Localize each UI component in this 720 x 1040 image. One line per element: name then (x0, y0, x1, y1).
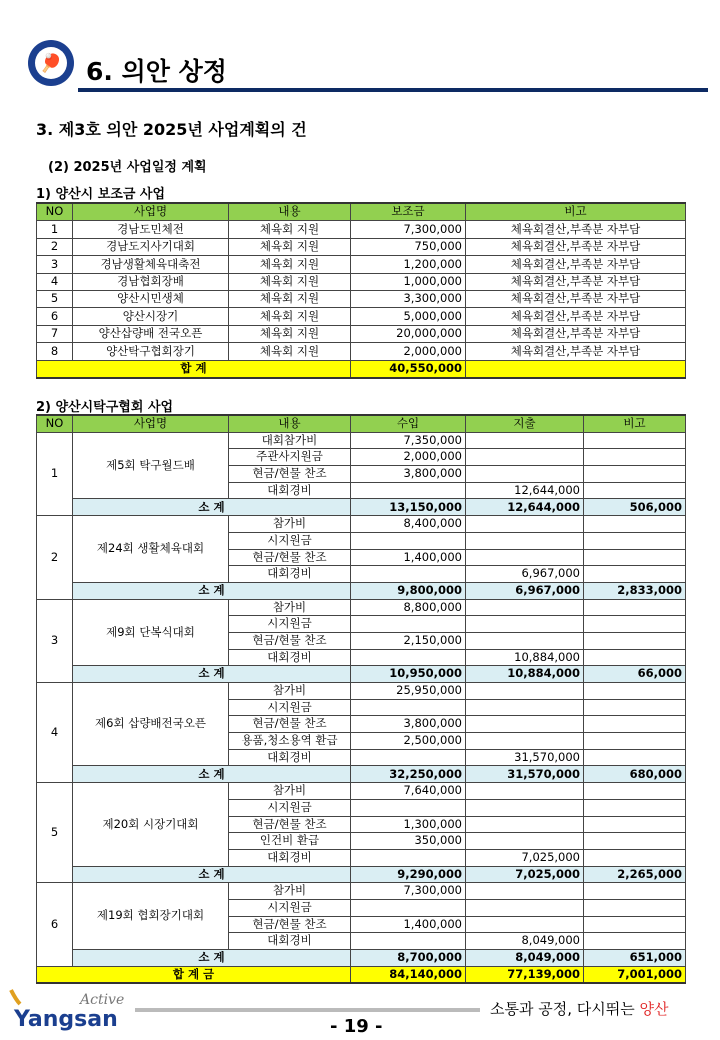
item-label: 대회경비 (229, 649, 351, 666)
table-cell: 체육회결산,부족분 자부담 (466, 290, 686, 307)
footer-divider (135, 1008, 480, 1012)
note-cell (584, 833, 686, 850)
table-cell: 5 (37, 290, 73, 307)
note-cell (584, 783, 686, 800)
table-cell: 경남도지사기대회 (73, 238, 229, 255)
expense-value (466, 599, 584, 616)
income-value (351, 482, 466, 499)
table-cell: 1,000,000 (351, 273, 466, 290)
subtotal-value: 32,250,000 (351, 766, 466, 783)
section-title: 3. 제3호 의안 2025년 사업계획의 건 (36, 120, 307, 139)
expense-value: 6,967,000 (466, 566, 584, 583)
income-value: 1,300,000 (351, 816, 466, 833)
note-cell (584, 699, 686, 716)
table-row (37, 883, 686, 900)
project-name: 제24회 생활체육대회 (73, 516, 229, 583)
table-cell: 양산탁구협회장기 (73, 343, 229, 360)
table-cell: 양산시민생체 (73, 290, 229, 307)
item-label: 시지원금 (229, 699, 351, 716)
table-tennis-player-icon: 🏓 (35, 47, 67, 79)
table-cell: 체육회결산,부족분 자부담 (466, 325, 686, 342)
subtotal-label: 소 계 (73, 950, 351, 967)
income-value: 8,800,000 (351, 599, 466, 616)
item-label: 현금/현물 찬조 (229, 716, 351, 733)
expense-value (466, 833, 584, 850)
table-cell: 5,000,000 (351, 308, 466, 325)
association-logo (28, 40, 74, 86)
item-label: 주관사지원금 (229, 449, 351, 466)
table-row (37, 325, 686, 342)
item-label: 현금/현물 찬조 (229, 549, 351, 566)
table-cell: 체육회 지원 (229, 325, 351, 342)
total-label: 합 계 (37, 360, 351, 378)
subtotal-value: 651,000 (584, 950, 686, 967)
subtotal-row (37, 866, 686, 883)
subsidy-table (36, 202, 686, 379)
expense-value (466, 783, 584, 800)
column-header: 사업명 (73, 415, 229, 432)
active-yangsan-logo (8, 986, 138, 1036)
expense-value (466, 883, 584, 900)
income-value (351, 899, 466, 916)
table-cell: 경남협회장배 (73, 273, 229, 290)
income-value: 2,150,000 (351, 632, 466, 649)
grand-total-label: 합 계 금 (37, 966, 351, 983)
expense-value (466, 532, 584, 549)
row-number: 3 (37, 599, 73, 682)
subtotal-value: 8,700,000 (351, 950, 466, 967)
empty-cell (466, 360, 686, 378)
grand-total-value: 77,139,000 (466, 966, 584, 983)
table-cell: 경남생활체육대축전 (73, 256, 229, 273)
note-cell (584, 649, 686, 666)
expense-value: 8,049,000 (466, 933, 584, 950)
note-cell (584, 549, 686, 566)
total-value: 40,550,000 (351, 360, 466, 378)
item-label: 현금/현물 찬조 (229, 816, 351, 833)
project-name: 제6회 삽량배전국오픈 (73, 683, 229, 766)
table-cell: 체육회 지원 (229, 343, 351, 360)
income-value: 2,000,000 (351, 449, 466, 466)
note-cell (584, 516, 686, 533)
table-cell: 750,000 (351, 238, 466, 255)
income-value: 1,400,000 (351, 916, 466, 933)
expense-value (466, 516, 584, 533)
column-header: 수입 (351, 415, 466, 432)
subtotal-label: 소 계 (73, 499, 351, 516)
subtotal-value: 8,049,000 (466, 950, 584, 967)
table-cell: 체육회결산,부족분 자부담 (466, 221, 686, 238)
column-header: 비고 (584, 415, 686, 432)
item-label: 참가비 (229, 683, 351, 700)
brand-top-text: Active (80, 992, 125, 1008)
item-label: 대회참가비 (229, 432, 351, 449)
title-divider (78, 88, 708, 92)
table-cell: 7,300,000 (351, 221, 466, 238)
expense-value (466, 899, 584, 916)
grand-total-value: 84,140,000 (351, 966, 466, 983)
expense-value (466, 816, 584, 833)
subtotal-label: 소 계 (73, 766, 351, 783)
expense-value (466, 549, 584, 566)
note-cell (584, 733, 686, 750)
note-cell (584, 749, 686, 766)
income-value (351, 566, 466, 583)
subtotal-value: 2,265,000 (584, 866, 686, 883)
income-value (351, 933, 466, 950)
item-label: 시지원금 (229, 532, 351, 549)
expense-value (466, 683, 584, 700)
table-row (37, 238, 686, 255)
page-title: 6. 의안 상정 (86, 57, 227, 86)
project-name: 제5회 탁구월드배 (73, 432, 229, 499)
subtotal-label: 소 계 (73, 866, 351, 883)
note-cell (584, 899, 686, 916)
subtotal-value: 10,884,000 (466, 666, 584, 683)
table-cell: 체육회 지원 (229, 238, 351, 255)
table-cell: 8 (37, 343, 73, 360)
table-row (37, 432, 686, 449)
note-cell (584, 849, 686, 866)
table-cell: 양산삽량배 전국오픈 (73, 325, 229, 342)
table-row (37, 343, 686, 360)
table-cell: 체육회 지원 (229, 308, 351, 325)
item-label: 참가비 (229, 783, 351, 800)
note-cell (584, 683, 686, 700)
table-row (37, 783, 686, 800)
table-row (37, 683, 686, 700)
table-cell: 체육회 지원 (229, 256, 351, 273)
table-cell: 4 (37, 273, 73, 290)
table-row (37, 221, 686, 238)
subtotal-value: 31,570,000 (466, 766, 584, 783)
column-header: 사업명 (73, 203, 229, 221)
item-label: 대회경비 (229, 566, 351, 583)
item-label: 용품,청소용역 환급 (229, 733, 351, 750)
table-cell: 경남도민체전 (73, 221, 229, 238)
expense-value (466, 432, 584, 449)
expense-value (466, 632, 584, 649)
item-label: 참가비 (229, 883, 351, 900)
table-cell: 2 (37, 238, 73, 255)
subsection-title: (2) 2025년 사업일정 계획 (48, 160, 207, 175)
item-label: 대회경비 (229, 933, 351, 950)
grand-total-row (37, 966, 686, 983)
item-label: 시지원금 (229, 899, 351, 916)
subtotal-value: 13,150,000 (351, 499, 466, 516)
table-cell: 체육회결산,부족분 자부담 (466, 238, 686, 255)
note-cell (584, 933, 686, 950)
income-value (351, 649, 466, 666)
header-row (37, 203, 686, 221)
table2-title: 2) 양산시탁구협회 사업 (36, 400, 174, 415)
income-value (351, 749, 466, 766)
expense-value: 12,644,000 (466, 482, 584, 499)
income-value: 8,400,000 (351, 516, 466, 533)
column-header: NO (37, 415, 73, 432)
project-name: 제20회 시장기대회 (73, 783, 229, 866)
note-cell (584, 716, 686, 733)
item-label: 참가비 (229, 516, 351, 533)
expense-value (466, 916, 584, 933)
note-cell (584, 616, 686, 633)
table-row (37, 516, 686, 533)
subtotal-value: 6,967,000 (466, 582, 584, 599)
subtotal-label: 소 계 (73, 666, 351, 683)
note-cell (584, 816, 686, 833)
table-cell: 체육회결산,부족분 자부담 (466, 273, 686, 290)
association-projects-table (36, 414, 686, 984)
note-cell (584, 449, 686, 466)
expense-value (466, 716, 584, 733)
income-value (351, 699, 466, 716)
note-cell (584, 632, 686, 649)
income-value: 2,500,000 (351, 733, 466, 750)
table-cell: 체육회결산,부족분 자부담 (466, 256, 686, 273)
row-number: 1 (37, 432, 73, 515)
note-cell (584, 799, 686, 816)
project-name: 제19회 협회장기대회 (73, 883, 229, 950)
table-cell: 1,200,000 (351, 256, 466, 273)
total-row (37, 360, 686, 378)
subtotal-value: 680,000 (584, 766, 686, 783)
table-cell: 양산시장기 (73, 308, 229, 325)
table-cell: 체육회결산,부족분 자부담 (466, 308, 686, 325)
income-value: 3,800,000 (351, 466, 466, 483)
subtotal-row (37, 582, 686, 599)
column-header: 지출 (466, 415, 584, 432)
slogan-text: 소통과 공정, 다시뛰는 (490, 1000, 640, 1018)
note-cell (584, 599, 686, 616)
income-value (351, 849, 466, 866)
expense-value (466, 449, 584, 466)
subtotal-row (37, 499, 686, 516)
column-header: 보조금 (351, 203, 466, 221)
subtotal-value: 10,950,000 (351, 666, 466, 683)
column-header: 내용 (229, 203, 351, 221)
row-number: 4 (37, 683, 73, 783)
note-cell (584, 466, 686, 483)
column-header: 내용 (229, 415, 351, 432)
income-value: 7,350,000 (351, 432, 466, 449)
footer-slogan (490, 998, 668, 1019)
row-number: 5 (37, 783, 73, 883)
grand-total-value: 7,001,000 (584, 966, 686, 983)
subtotal-value: 506,000 (584, 499, 686, 516)
table-cell: 20,000,000 (351, 325, 466, 342)
table-cell: 3,300,000 (351, 290, 466, 307)
subtotal-label: 소 계 (73, 582, 351, 599)
expense-value: 7,025,000 (466, 849, 584, 866)
note-cell (584, 482, 686, 499)
column-header: NO (37, 203, 73, 221)
table-row (37, 308, 686, 325)
income-value (351, 799, 466, 816)
income-value (351, 532, 466, 549)
table-cell: 체육회 지원 (229, 273, 351, 290)
table-cell: 2,000,000 (351, 343, 466, 360)
item-label: 시지원금 (229, 799, 351, 816)
table-row (37, 599, 686, 616)
item-label: 현금/현물 찬조 (229, 632, 351, 649)
income-value: 1,400,000 (351, 549, 466, 566)
table-cell: 체육회 지원 (229, 221, 351, 238)
item-label: 시지원금 (229, 616, 351, 633)
item-label: 참가비 (229, 599, 351, 616)
item-label: 인건비 환급 (229, 833, 351, 850)
note-cell (584, 432, 686, 449)
subtotal-value: 7,025,000 (466, 866, 584, 883)
item-label: 현금/현물 찬조 (229, 916, 351, 933)
income-value: 7,300,000 (351, 883, 466, 900)
table-row (37, 290, 686, 307)
expense-value (466, 616, 584, 633)
subtotal-value: 9,800,000 (351, 582, 466, 599)
table-cell: 3 (37, 256, 73, 273)
subtotal-value: 66,000 (584, 666, 686, 683)
subtotal-value: 2,833,000 (584, 582, 686, 599)
row-number: 6 (37, 883, 73, 966)
expense-value: 10,884,000 (466, 649, 584, 666)
subtotal-value: 12,644,000 (466, 499, 584, 516)
row-number: 2 (37, 516, 73, 599)
table-cell: 체육회 지원 (229, 290, 351, 307)
note-cell (584, 883, 686, 900)
table-cell: 체육회결산,부족분 자부담 (466, 343, 686, 360)
table1-title: 1) 양산시 보조금 사업 (36, 187, 166, 202)
header-row (37, 415, 686, 432)
expense-value (466, 799, 584, 816)
income-value (351, 616, 466, 633)
item-label: 대회경비 (229, 849, 351, 866)
table-cell: 7 (37, 325, 73, 342)
table-cell: 1 (37, 221, 73, 238)
subtotal-row (37, 950, 686, 967)
table-row (37, 256, 686, 273)
note-cell (584, 566, 686, 583)
table-cell: 6 (37, 308, 73, 325)
income-value: 7,640,000 (351, 783, 466, 800)
expense-value: 31,570,000 (466, 749, 584, 766)
expense-value (466, 466, 584, 483)
note-cell (584, 916, 686, 933)
income-value: 350,000 (351, 833, 466, 850)
item-label: 대회경비 (229, 482, 351, 499)
page-number: - 19 - (330, 1016, 383, 1037)
subtotal-row (37, 766, 686, 783)
income-value: 3,800,000 (351, 716, 466, 733)
brand-text: Yangsan (14, 1007, 118, 1032)
subtotal-value: 9,290,000 (351, 866, 466, 883)
income-value: 25,950,000 (351, 683, 466, 700)
project-name: 제9회 단복식대회 (73, 599, 229, 666)
expense-value (466, 733, 584, 750)
item-label: 대회경비 (229, 749, 351, 766)
slogan-accent: 양산 (639, 1000, 669, 1018)
expense-value (466, 699, 584, 716)
subtotal-row (37, 666, 686, 683)
item-label: 현금/현물 찬조 (229, 466, 351, 483)
table-row (37, 273, 686, 290)
note-cell (584, 532, 686, 549)
column-header: 비고 (466, 203, 686, 221)
